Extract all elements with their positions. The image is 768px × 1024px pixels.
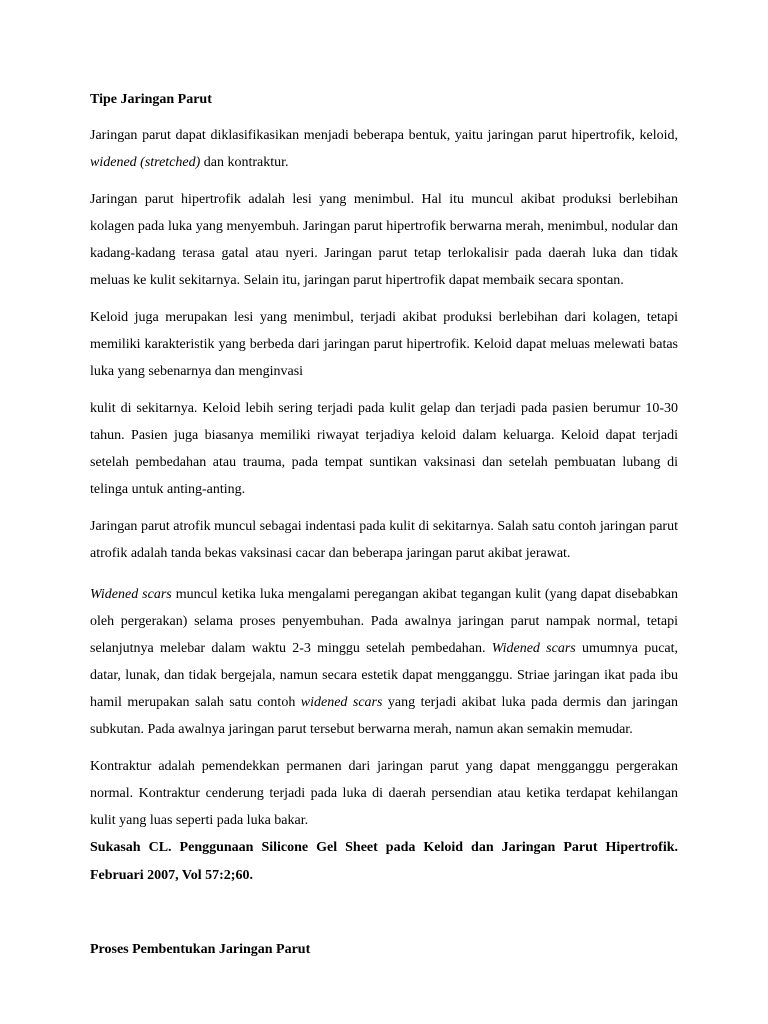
paragraph-hipertrofik: Jaringan parut hipertrofik adalah lesi yang menimbul. Hal itu muncul akibat produksi berlebihan kolagen pada luka yang menyembuh. Jaringan parut hipertrofik berwarna merah, menimbul, nodular dan kadang-kadang terasa gatal atau nyeri. Jaringan parut tetap terlokalisir pada daerah luka dan tidak meluas ke kulit sekitarnya. Selain itu, jaringan parut hipertrofik dapat membaik secara spontan. [90, 192, 678, 288]
italic-term: Widened scars [491, 641, 576, 656]
section-heading-tipe-jaringan-parut: Tipe Jaringan Parut [90, 92, 212, 107]
paragraph-text: umumnya pucat, datar, lunak, dan tidak bergejala, namun secara estetik dapat mengganggu. Striae jaringan ikat pada ibu hamil merupakan salah satu contoh [90, 641, 679, 710]
document-body [90, 88, 678, 962]
paragraph-text: dan kontraktur. [200, 155, 289, 170]
paragraph-text: Jaringan parut dapat diklasifikasikan menjadi beberapa bentuk, yaitu jaringan parut hipertrofik, keloid, [90, 128, 678, 143]
paragraph-widened-scars [90, 581, 678, 743]
paragraph-text: muncul ketika luka mengalami peregangan akibat tegangan kulit (yang dapat disebabkan oleh pergerakan) selama proses penyembuhan. Pada awalnya jaringan parut nampak normal, tetapi selanjutnya melebar dalam waktu 2-3 minggu setelah pembedahan. [90, 587, 678, 656]
paragraph-keloid: Keloid juga merupakan lesi yang menimbul, terjadi akibat produksi berlebihan dari kolagen, tetapi memiliki karakteristik yang berbeda dari jaringan parut hipertrofik. Keloid dapat meluas melewati batas luka yang sebenarnya dan menginvasi [90, 310, 678, 379]
reference-citation: Sukasah CL. Penggunaan Silicone Gel Sheet pada Keloid dan Jaringan Parut Hipertrofik. Februari 2007, Vol 57:2;60. [90, 840, 678, 883]
italic-term: widened scars [300, 695, 383, 710]
paragraph-text: yang terjadi akibat luka pada dermis dan jaringan subkutan. Pada awalnya jaringan parut tersebut berwarna merah, namun akan semakin memudar. [90, 695, 678, 737]
paragraph-atrofik: Jaringan parut atrofik muncul sebagai indentasi pada kulit di sekitarnya. Salah satu contoh jaringan parut atrofik adalah tanda bekas vaksinasi cacar dan beberapa jaringan parut akibat jerawat. [90, 519, 678, 561]
paragraph-kontraktur: Kontraktur adalah pemendekkan permanen dari jaringan parut yang dapat mengganggu pergerakan normal. Kontraktur cenderung terjadi pada luka di daerah persendian atau ketika terdapat kehilangan kulit yang luas seperti pada luka bakar. [90, 759, 678, 828]
paragraph-keloid-continued: kulit di sekitarnya. Keloid lebih sering terjadi pada kulit gelap dan terjadi pada pasien berumur 10-30 tahun. Pasien juga biasanya memiliki riwayat terjadiya keloid dalam keluarga. Keloid dapat terjadi setelah pembedahan atau trauma, pada tempat suntikan vaksinasi dan setelah pembuatan lubang di telinga untuk anting-anting. [90, 401, 678, 497]
italic-term: Widened scars [90, 587, 172, 602]
italic-term: widened (stretched) [90, 155, 201, 170]
paragraph-classification [90, 122, 678, 176]
section-heading-proses-pembentukan: Proses Pembentukan Jaringan Parut [90, 942, 311, 957]
